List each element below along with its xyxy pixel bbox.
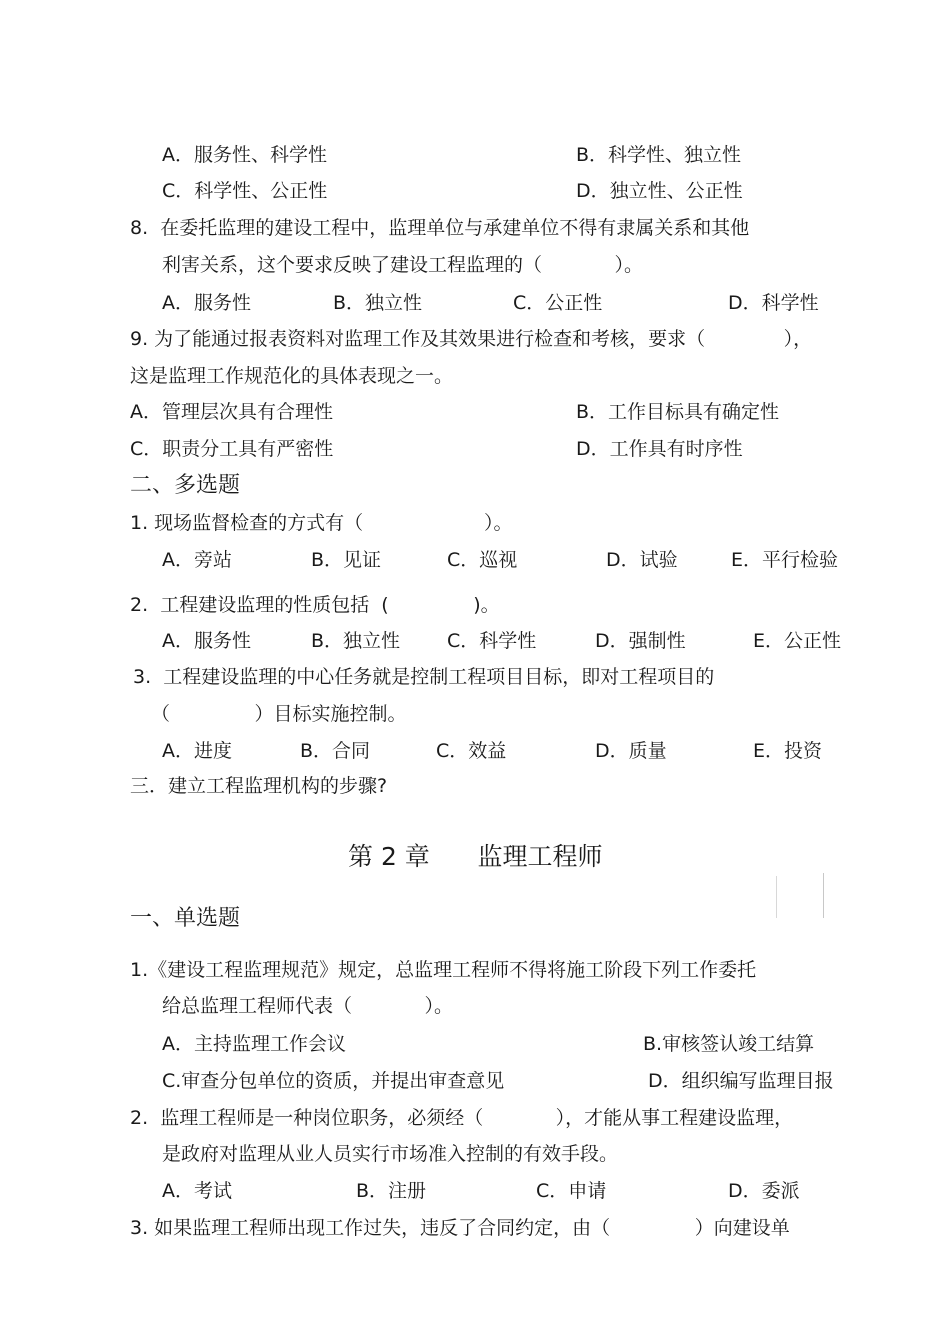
text-line: E．平行检验 — [731, 549, 839, 571]
text-line: D．强制性 — [595, 630, 686, 652]
text-line: B．独立性 — [311, 630, 401, 652]
text-line: E．投资 — [753, 740, 823, 762]
text-line: 2. 监理工程师是一种岗位职务，必须经（ ），才能从事工程建设监理， — [130, 1107, 794, 1129]
text-line: C．公正性 — [513, 292, 603, 314]
text-line: A．考试 — [162, 1180, 232, 1202]
text-line: E．公正性 — [753, 630, 842, 652]
text-line: D．质量 — [595, 740, 667, 762]
text-line: A．主持监理工作会议 — [162, 1033, 346, 1055]
text-line: 给总监理工程师代表（ ）。 — [162, 995, 453, 1017]
text-line: C．科学性 — [447, 630, 537, 652]
text-line: D．组织编写监理目报 — [648, 1070, 834, 1092]
text-line: 二、多选题 — [130, 473, 241, 498]
text-line: B．独立性 — [333, 292, 423, 314]
text-line: 1.《建设工程监理规范》规定，总监理工程师不得将施工阶段下列工作委托 — [130, 959, 757, 981]
text-line: D．委派 — [728, 1180, 800, 1202]
text-line: C．效益 — [436, 740, 507, 762]
text-line: A．服务性 — [162, 630, 251, 652]
text-line: C．职责分工具有严密性 — [130, 438, 334, 460]
text-line: （ ）目标实施控制。 — [151, 703, 407, 725]
frame-line-right — [823, 873, 824, 918]
text-line: B．合同 — [300, 740, 371, 762]
text-line: 是政府对监理从业人员实行市场准入控制的有效手段。 — [162, 1143, 619, 1165]
text-line: B.审核签认竣工结算 — [643, 1033, 815, 1055]
frame-line-left — [776, 876, 777, 918]
text-line: 利害关系，这个要求反映了建设工程监理的（ ）。 — [162, 254, 643, 276]
text-line: C．巡视 — [447, 549, 518, 571]
text-line: D．试验 — [606, 549, 678, 571]
text-line: D．科学性 — [728, 292, 819, 314]
text-line: 1. 现场监督检查的方式有（ ）。 — [130, 512, 513, 534]
text-line: A．旁站 — [162, 549, 232, 571]
text-line: 8. 在委托监理的建设工程中，监理单位与承建单位不得有隶属关系和其他 — [130, 217, 750, 239]
text-line: A．服务性、科学性 — [162, 144, 327, 166]
text-line: 9. 为了能通过报表资料对监理工作及其效果进行检查和考核，要求（ ）， — [130, 328, 813, 350]
text-line: 一、单选题 — [130, 906, 241, 931]
text-line: A．管理层次具有合理性 — [130, 401, 333, 423]
text-line: A．进度 — [162, 740, 232, 762]
text-line: B．注册 — [356, 1180, 427, 1202]
text-line: B．见证 — [311, 549, 382, 571]
text-line: C．申请 — [536, 1180, 607, 1202]
text-line: A．服务性 — [162, 292, 251, 314]
text-line: D．工作具有时序性 — [576, 438, 743, 460]
text-line: B．工作目标具有确定性 — [576, 401, 780, 423]
text-line: 2. 工程建设监理的性质包括 ( )。 — [130, 594, 500, 616]
text-line: 三．建立工程监理机构的步骤? — [130, 775, 388, 797]
text-line: 第 2 章 监理工程师 — [348, 842, 603, 871]
text-line: 3. 工程建设监理的中心任务就是控制工程项目目标，即对工程项目的 — [133, 666, 715, 688]
text-line: 3. 如果监理工程师出现工作过失，违反了合同约定，由（ ）向建设单 — [130, 1217, 790, 1239]
text-line: D．独立性、公正性 — [576, 180, 743, 202]
text-line: C.审查分包单位的资质，并提出审查意见 — [162, 1070, 505, 1092]
text-line: B．科学性、独立性 — [576, 144, 742, 166]
text-line: C．科学性、公正性 — [162, 180, 328, 202]
text-line: 这是监理工作规范化的具体表现之一。 — [130, 365, 454, 387]
